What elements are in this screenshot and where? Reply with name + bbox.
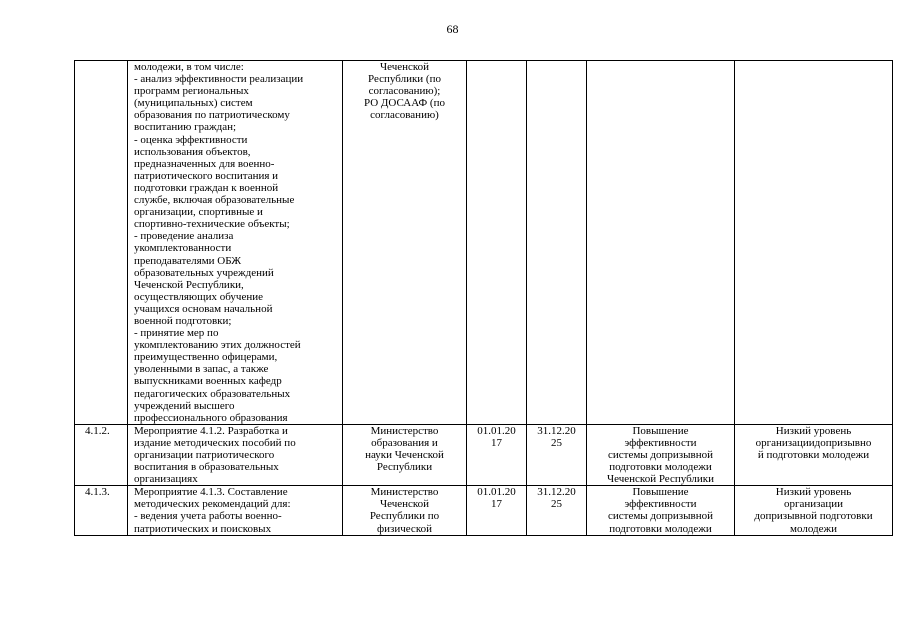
cell-line: 01.01.20 — [477, 486, 516, 499]
cell-end-date — [527, 486, 587, 535]
cell-line: науки Чеченской — [365, 449, 444, 461]
cell-expected-result — [587, 61, 735, 425]
cell-line: предназначенных для военно- — [134, 157, 275, 170]
cell-description — [128, 424, 343, 485]
cell-expected-result — [587, 486, 735, 535]
cell-line: Повышение — [632, 486, 689, 499]
cell-line: (муниципальных) систем — [134, 97, 253, 110]
cell-line: - ведения учета работы военно- — [134, 510, 282, 523]
cell-line: осуществляющих обучение — [134, 290, 263, 303]
cell-risk — [735, 61, 893, 425]
cell-expected-result — [587, 424, 735, 485]
cell-line: молодежи — [790, 522, 837, 535]
cell-line: Чеченской Республики, — [134, 278, 244, 291]
cell-line: учащихся основам начальной — [134, 302, 273, 315]
cell-line: Повышение — [632, 424, 689, 437]
cell-line: Республики по — [369, 510, 440, 523]
cell-line: - принятие мер по — [134, 327, 219, 340]
cell-line: образовательных учреждений — [134, 266, 274, 279]
cell-line: патриотического воспитания и — [134, 169, 279, 182]
cell-line: физической — [377, 522, 432, 535]
cell-number — [75, 424, 128, 485]
cell-line: РО ДОСААФ (по — [363, 97, 445, 110]
cell-line: образования и — [371, 436, 438, 449]
cell-line: программ региональных — [134, 85, 249, 98]
cell-line: й подготовки молодежи — [757, 449, 870, 461]
cell-line: эффективности — [624, 498, 697, 511]
cell-line: подготовки граждан к военной — [134, 181, 279, 194]
table-row — [75, 486, 893, 535]
cell-line: спортивно-технические объекты; — [134, 218, 290, 231]
cell-line: преимущественно офицерами, — [134, 351, 278, 364]
cell-line: организации, спортивные и — [134, 206, 263, 219]
cell-line: допризывной подготовки — [754, 510, 873, 523]
cell-line: Чеченской Республики — [606, 473, 715, 486]
cell-line: профессионального образования — [134, 411, 288, 424]
cell-line: организации — [783, 498, 844, 511]
cell-line: системы допризывной — [607, 449, 713, 461]
cell-line: молодежи, в том числе: — [134, 61, 244, 73]
cell-line: воспитания в образовательных — [134, 461, 279, 474]
cell-line: Низкий уровень — [775, 486, 852, 499]
cell-line: организациидопризывно — [755, 436, 872, 449]
cell-line: Низкий уровень — [775, 424, 852, 437]
cell-line: Мероприятие 4.1.3. Составление — [134, 486, 288, 499]
cell-end-date — [527, 424, 587, 485]
cell-executor — [343, 486, 467, 535]
cell-line: методических рекомендаций для: — [134, 498, 291, 511]
cell-line: Республики — [376, 461, 433, 474]
cell-line: использования объектов, — [134, 145, 251, 158]
cell-line: уволенными в запас, а также — [134, 363, 269, 376]
cell-line: учреждений высшего — [134, 399, 235, 412]
cell-line: - анализ эффективности реализации — [134, 73, 304, 86]
cell-line: Министерство — [370, 486, 439, 499]
cell-line: издание методических пособий по — [134, 436, 296, 449]
cell-line: 4.1.3. — [85, 486, 110, 499]
cell-line: военной подготовки; — [134, 314, 232, 327]
cell-line: 17 — [491, 436, 502, 449]
cell-risk — [735, 486, 893, 535]
cell-line: подготовки молодежи — [609, 522, 712, 535]
cell-line: Мероприятие 4.1.2. Разработка и — [134, 424, 288, 437]
cell-line: 31.12.20 — [537, 424, 576, 437]
cell-line: образования по патриотическому — [134, 109, 290, 122]
cell-start-date — [467, 486, 527, 535]
cell-executor — [343, 61, 467, 425]
cell-number — [75, 61, 128, 425]
cell-end-date — [527, 61, 587, 425]
cell-line: 31.12.20 — [537, 486, 576, 499]
cell-line: - проведение анализа — [134, 230, 234, 243]
cell-line: - оценка эффективности — [134, 133, 248, 146]
cell-line: эффективности — [624, 436, 697, 449]
cell-line: организации патриотического — [134, 449, 275, 461]
cell-line: 01.01.20 — [477, 424, 516, 437]
cell-line: согласованию); — [368, 85, 441, 98]
cell-line: согласованию) — [370, 109, 439, 122]
cell-line: организациях — [134, 473, 198, 486]
cell-line: педагогических образовательных — [134, 387, 291, 400]
cell-line: 25 — [551, 498, 562, 511]
plan-table — [74, 60, 893, 536]
cell-line: преподавателями ОБЖ — [134, 254, 242, 267]
plan-table-body — [75, 61, 893, 536]
cell-line: Министерство — [370, 424, 439, 437]
cell-description — [128, 61, 343, 425]
cell-line: 17 — [491, 498, 502, 511]
cell-description — [128, 486, 343, 535]
cell-line: 25 — [551, 436, 562, 449]
table-row — [75, 424, 893, 485]
cell-line: 4.1.2. — [85, 424, 110, 437]
table-row — [75, 61, 893, 425]
cell-line: укомплектованности — [134, 242, 232, 255]
cell-line: подготовки молодежи — [609, 461, 712, 474]
cell-line: Чеченской — [379, 498, 430, 511]
cell-line: укомплектованию этих должностей — [134, 339, 301, 352]
cell-line: службе, включая образовательные — [134, 194, 295, 207]
cell-executor — [343, 424, 467, 485]
cell-line: патриотических и поисковых — [134, 522, 272, 535]
cell-risk — [735, 424, 893, 485]
cell-line: системы допризывной — [607, 510, 713, 523]
cell-line: воспитанию граждан; — [134, 121, 237, 134]
cell-line: Республики (по — [368, 73, 441, 86]
cell-start-date — [467, 61, 527, 425]
cell-line: выпускниками военных кафедр — [134, 375, 282, 388]
cell-number — [75, 486, 128, 535]
page-number: 68 — [446, 22, 459, 36]
cell-start-date — [467, 424, 527, 485]
cell-line: Чеченской — [379, 61, 430, 73]
